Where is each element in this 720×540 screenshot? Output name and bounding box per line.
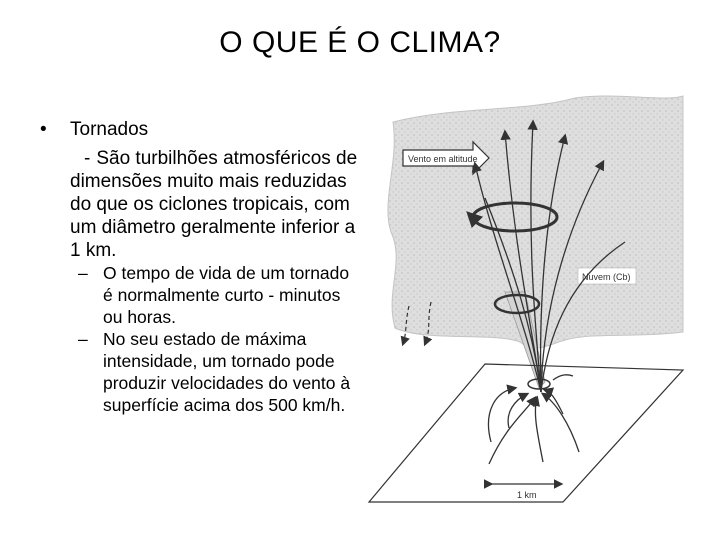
- ground-plane: [369, 364, 683, 502]
- dash-marker: -: [84, 148, 91, 169]
- slide-title: O QUE É O CLIMA?: [219, 26, 501, 59]
- tornado-description-text: São turbilhões atmosféricos de dimensões muito mais reduzidas do que os ciclones tropicais, com um diâmetro geralmente inferior a 1 km.: [70, 148, 358, 261]
- sub-bullet-text: O tempo de vida de um tornado é normalmente curto - minutos ou horas.: [103, 263, 350, 327]
- bullet-icon: •: [40, 119, 47, 140]
- tornado-diagram: [365, 92, 685, 512]
- cloud-shape: [388, 96, 683, 348]
- bullet-item-tornados: [40, 118, 360, 141]
- scale-label: 1 km: [517, 490, 537, 500]
- tornado-description: [40, 147, 360, 262]
- sub-bullet-intensity: [40, 328, 360, 416]
- sub-bullet-lifetime: [40, 262, 360, 328]
- sub-bullet-text: No seu estado de máxima intensidade, um tornado pode produzir velocidades do vento à superfície acima dos 500 km/h.: [103, 329, 351, 415]
- dash-marker: –: [78, 329, 88, 349]
- slide-body: [40, 118, 360, 416]
- dash-marker: –: [78, 263, 88, 283]
- cloud-label: Nuvem (Cb): [582, 272, 631, 282]
- bullet-item-label: Tornados: [70, 119, 149, 140]
- wind-altitude-label: Vento em altitude: [408, 154, 478, 164]
- scale-bar: [491, 484, 561, 500]
